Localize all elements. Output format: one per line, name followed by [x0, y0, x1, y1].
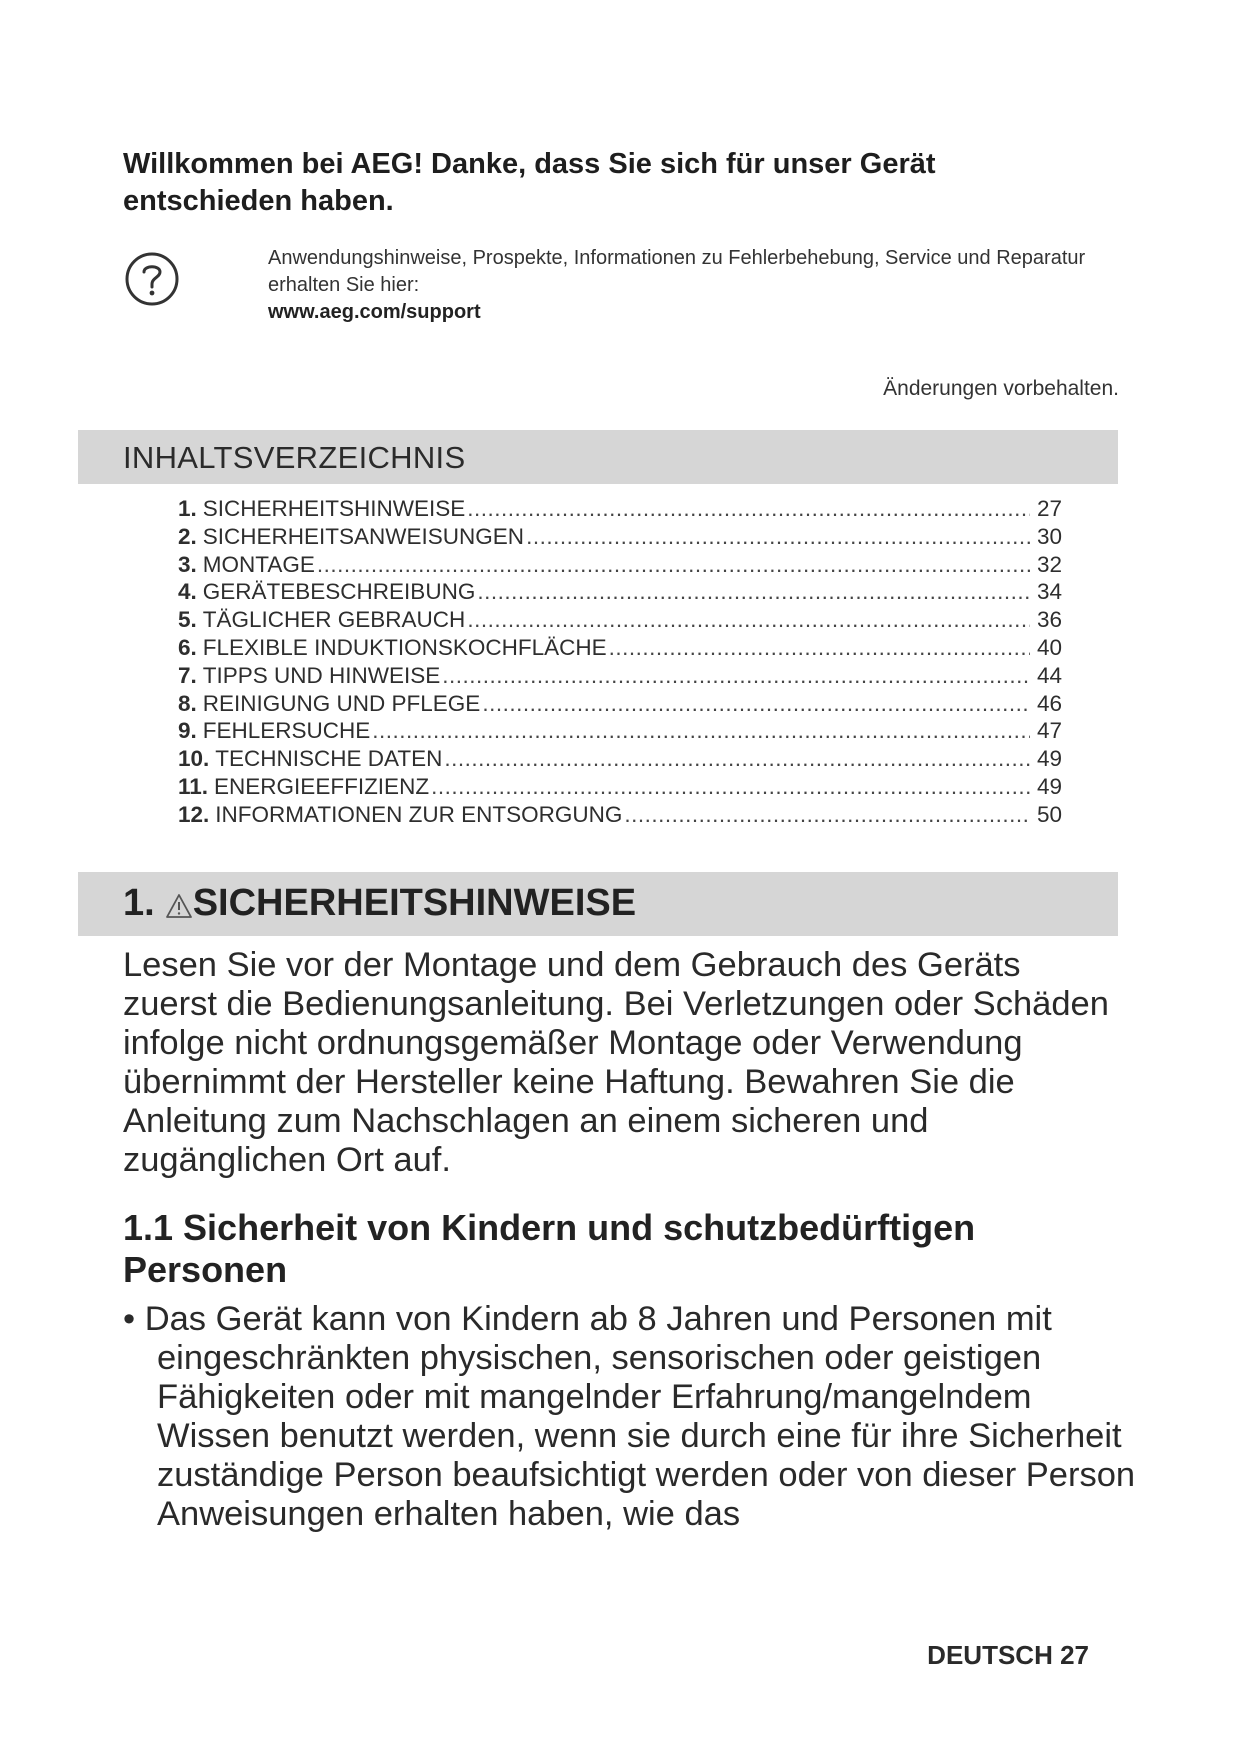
toc-item[interactable]	[178, 635, 1062, 663]
toc-item-label: MONTAGE	[202, 551, 315, 577]
toc-item-label: ENERGIEEFFIZIENZ	[214, 773, 430, 799]
toc-item-label: GERÄTEBESCHREIBUNG	[202, 579, 476, 605]
toc-dot-leader	[372, 718, 1030, 744]
toc-item[interactable]	[178, 524, 1062, 552]
support-info	[268, 245, 1128, 326]
toc-item-number: 3.	[178, 551, 197, 577]
toc-item-page: 44	[1036, 662, 1062, 688]
section-title-text: SICHERHEITSHINWEISE	[192, 882, 637, 924]
toc-item-number: 5.	[178, 607, 197, 633]
toc-item[interactable]	[178, 746, 1062, 774]
toc-item-number: 10.	[178, 746, 210, 772]
toc-item-number: 2.	[178, 523, 197, 549]
section-header-band	[78, 872, 1118, 936]
toc-item-page: 47	[1036, 718, 1062, 744]
toc-item-page: 50	[1036, 801, 1062, 827]
toc-item-label: FEHLERSUCHE	[202, 718, 371, 744]
toc-dot-leader	[609, 635, 1030, 661]
support-link[interactable]: www.aeg.com/support	[268, 301, 481, 323]
toc-item-number: 12.	[178, 801, 210, 827]
toc-item-label: TÄGLICHER GEBRAUCH	[202, 607, 466, 633]
toc-item-label: REINIGUNG UND PFLEGE	[202, 690, 481, 716]
toc-item[interactable]	[178, 718, 1062, 746]
footer-page-number: 27	[1060, 1640, 1089, 1670]
toc-item-number: 11.	[178, 773, 209, 799]
toc-item-number: 7.	[178, 662, 197, 688]
section-title	[123, 882, 636, 925]
bullet-text: Das Gerät kann von Kindern ab 8 Jahren und Personen mit eingeschränkten physischen, sensorischen oder geistigen Fähigkeiten oder mit mangelnder Erfahrung/mangelndem Wissen benutzt werden, wenn sie durch eine für ihre Sicherheit zuständige Person beaufsichtigt werden oder von dieser Person Anweisungen erhalten haben, wie das	[144, 1300, 1136, 1533]
toc-item-label: INFORMATIONEN ZUR ENTSORGUNG	[215, 801, 623, 827]
toc-item-label: FLEXIBLE INDUKTIONSKOCHFLÄCHE	[202, 634, 607, 660]
toc-item-number: 8.	[178, 690, 197, 716]
toc-item-page: 49	[1036, 773, 1062, 799]
toc-item[interactable]	[178, 663, 1062, 691]
toc-item[interactable]	[178, 579, 1062, 607]
toc-item-number: 9.	[178, 718, 197, 744]
toc-item-page: 34	[1036, 579, 1062, 605]
welcome-heading: Willkommen bei AEG! Danke, dass Sie sich für unser Gerät entschieden haben.	[123, 148, 936, 217]
toc-dot-leader	[526, 524, 1030, 550]
toc-dot-leader	[477, 579, 1030, 605]
toc-dot-leader	[444, 746, 1030, 772]
toc-header-band	[78, 430, 1118, 484]
toc-item-page: 49	[1036, 746, 1062, 772]
toc-item-page: 36	[1036, 607, 1062, 633]
toc-dot-leader	[482, 691, 1030, 717]
toc-item[interactable]	[178, 802, 1062, 830]
toc-item[interactable]	[178, 496, 1062, 524]
toc-item[interactable]	[178, 691, 1062, 719]
support-text: Anwendungshinweise, Prospekte, Informationen zu Fehlerbehebung, Service und Reparatur erhalten Sie hier:	[268, 247, 1086, 296]
toc-item-number: 1.	[178, 496, 197, 521]
toc-item[interactable]	[178, 774, 1062, 802]
toc-item[interactable]	[178, 552, 1062, 580]
toc-item-number: 4.	[178, 579, 197, 605]
toc-item-page: 27	[1036, 496, 1062, 521]
toc-item-page: 40	[1036, 634, 1062, 660]
intro-paragraph: Lesen Sie vor der Montage und dem Gebrauch des Geräts zuerst die Bedienungsanleitung. Bei Verletzungen oder Schäden infolge nicht ordnungsgemäßer Montage oder Verwendung übernimmt der Hersteller keine Haftung. Bewahren Sie die Anleitung zum Nachschlagen an einem sicheren und zugänglichen Ort auf.	[123, 946, 1109, 1179]
bullet-item	[123, 1300, 1147, 1534]
toc-dot-leader	[624, 802, 1030, 828]
toc-dot-leader	[467, 607, 1030, 633]
subsection-title: 1.1 Sicherheit von Kindern und schutzbedürftigen Personen	[123, 1207, 976, 1290]
toc-dot-leader	[317, 552, 1030, 578]
toc-item-label: SICHERHEITSHINWEISE	[202, 496, 466, 521]
toc-item-label: TECHNISCHE DATEN	[215, 746, 443, 772]
toc-item-page: 32	[1036, 551, 1062, 577]
toc-item[interactable]	[178, 607, 1062, 635]
toc-item-label: SICHERHEITSANWEISUNGEN	[202, 523, 525, 549]
toc-dot-leader	[431, 774, 1030, 800]
toc-dot-leader	[442, 663, 1030, 689]
question-circle-icon	[124, 251, 180, 307]
toc-item-label: TIPPS UND HINWEISE	[202, 662, 441, 688]
toc-dot-leader	[467, 496, 1030, 522]
page-footer	[927, 1640, 1089, 1671]
toc-item-page: 46	[1036, 690, 1062, 716]
toc-title: INHALTSVERZEICHNIS	[123, 440, 466, 475]
toc-item-page: 30	[1036, 523, 1062, 549]
bullet-marker: •	[123, 1300, 136, 1338]
section-number: 1.	[123, 882, 155, 924]
footer-language: DEUTSCH	[927, 1640, 1053, 1670]
toc-item-number: 6.	[178, 634, 197, 660]
table-of-contents	[178, 496, 1062, 830]
warning-triangle-icon	[165, 892, 193, 920]
changes-note: Änderungen vorbehalten.	[883, 377, 1119, 400]
